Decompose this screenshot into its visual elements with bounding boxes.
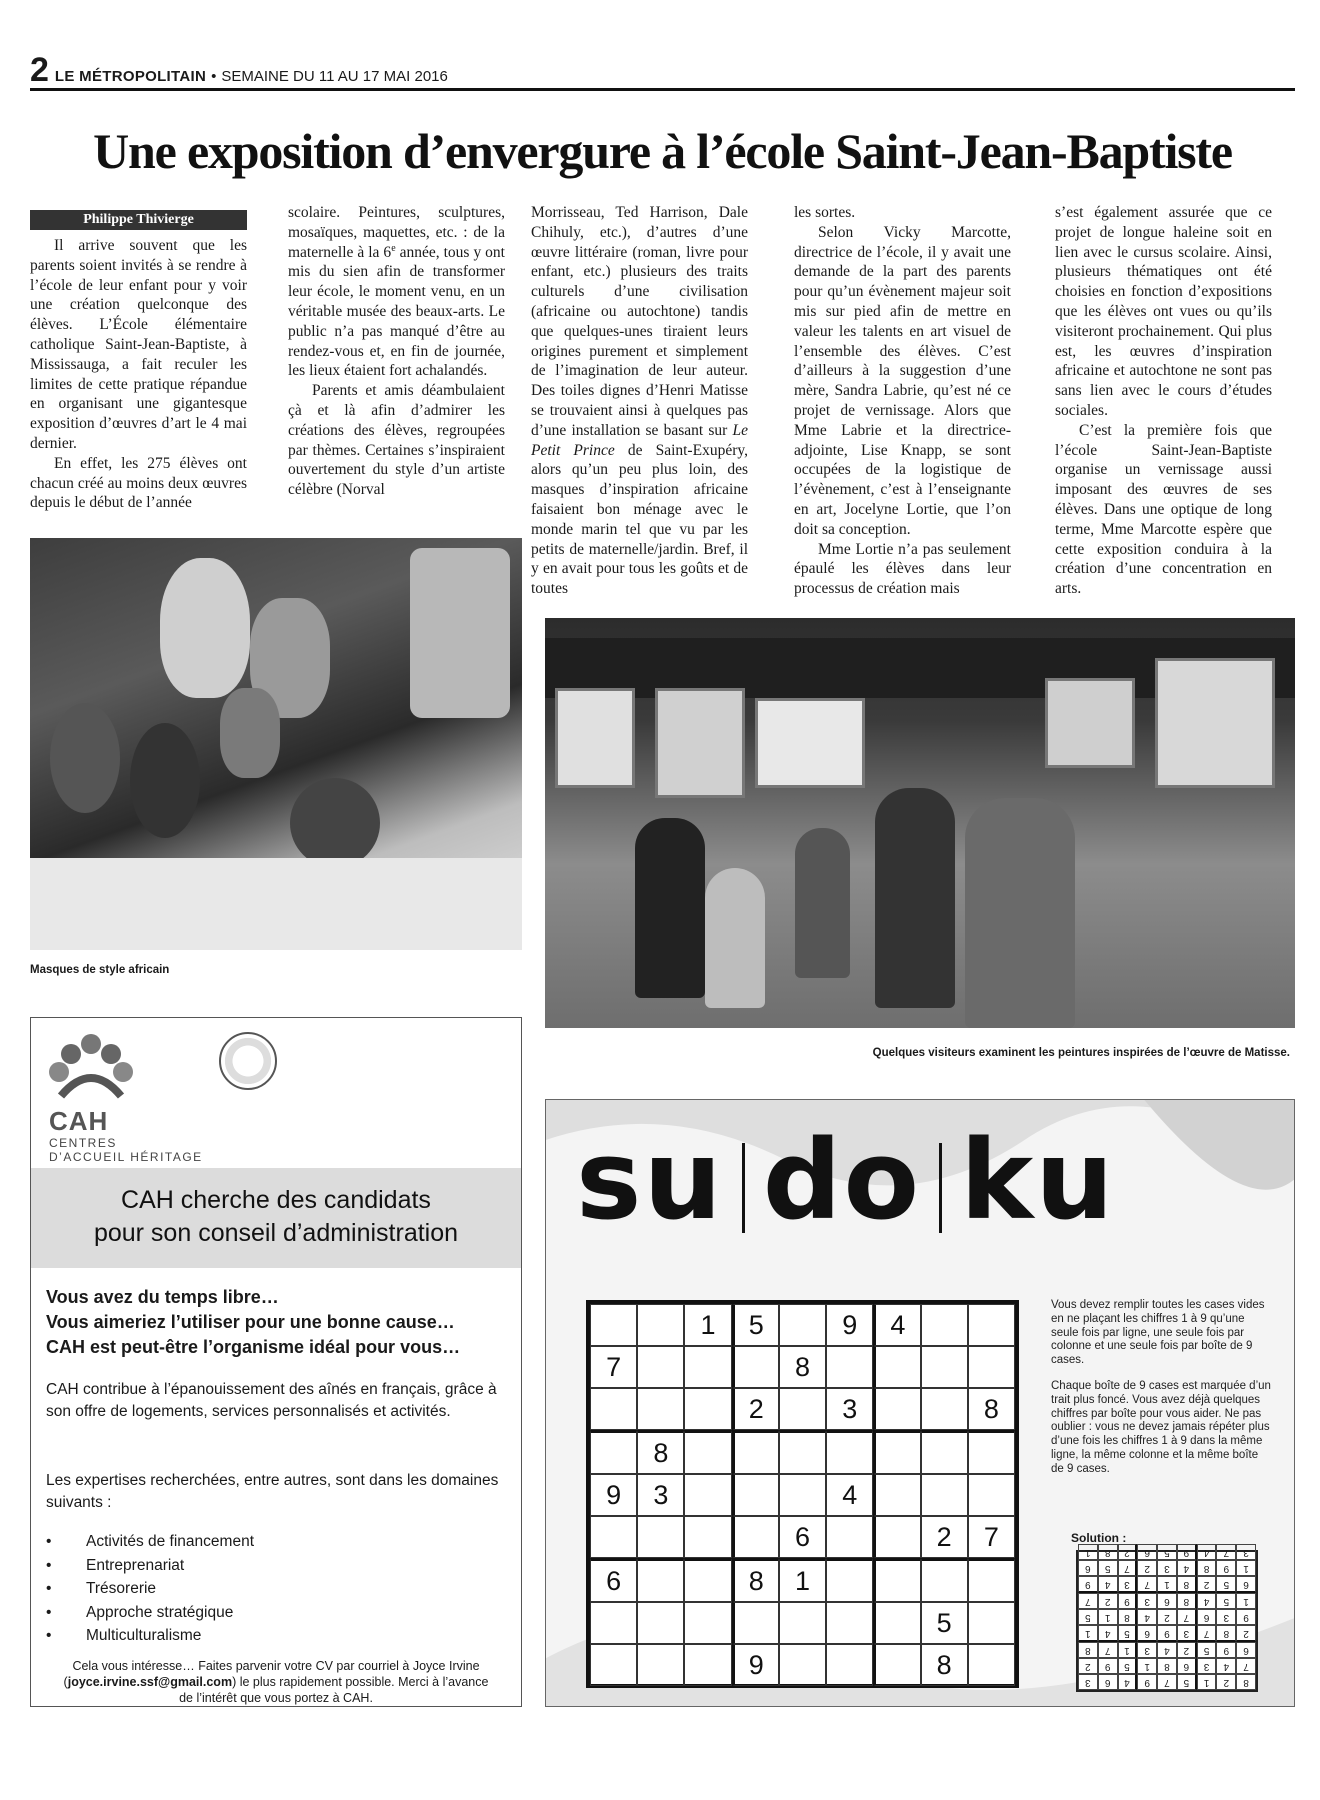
page-number: 2 [30,51,49,89]
sudoku-cell: 9 [826,1304,873,1346]
sudoku-cell [921,1346,968,1388]
sudoku-cell [968,1346,1015,1388]
sudoku-cell [590,1430,637,1474]
solution-cell: 9 [1137,1674,1157,1690]
solution-cell: 1 [1197,1674,1217,1690]
sudoku-cell: 2 [732,1388,779,1430]
sudoku-cell [779,1644,826,1686]
sudoku-cell: 3 [637,1474,684,1516]
issue-date: SEMAINE DU 11 AU 17 MAI 2016 [221,68,448,85]
solution-cell: 4 [1197,1593,1217,1609]
solution-cell: 9 [1118,1593,1138,1609]
list-item: • Multiculturalisme [46,1624,506,1648]
sudoku-cell [637,1388,684,1430]
table-cloth [30,858,522,950]
solution-cell: 6 [1236,1642,1256,1658]
lead-line: Vous avez du temps libre… [46,1287,279,1307]
solution-cell: 7 [1137,1576,1157,1593]
text-run: année, tous y ont mis du sien afin de transformer leur école, le moment venu, en un véritable musée des beaux-arts. Le public n’a pas manqué d’être au rendez-vous et, en fin de journée, les lieux étaient fort achalandés. [288,243,505,380]
sudoku-cell [590,1602,637,1644]
sudoku-cell [779,1304,826,1346]
solution-cell: 5 [1197,1642,1217,1658]
sudoku-cell [968,1558,1015,1602]
paragraph: Mme Lortie n’a pas seulement épaulé les élèves dans leur processus de création mais [794,540,1011,598]
sudoku-cell: 1 [684,1304,731,1346]
superscript: e [391,242,396,254]
article-column-5 [1055,203,1272,599]
sudoku-cell [921,1558,968,1602]
sudoku-grid [586,1300,1019,1688]
visitor-figure [705,868,765,1008]
sudoku-cell: 8 [968,1388,1015,1430]
sudoku-cell [968,1304,1015,1346]
sudoku-cell: 2 [921,1516,968,1558]
byline: Philippe Thivierge [30,210,247,230]
sudoku-cell [637,1346,684,1388]
solution-cell: 4 [1216,1658,1236,1674]
visitor-figure [875,788,955,1008]
painting-panel [1155,658,1275,788]
solution-cell: 1 [1118,1642,1138,1658]
mask-shape [50,703,120,813]
logo-sub-line: D’ACCUEIL HÉRITAGE [49,1150,203,1164]
solution-cell: 9 [1216,1642,1236,1658]
solution-cell: 6 [1137,1544,1157,1560]
sudoku-cell [684,1602,731,1644]
solution-cell: 3 [1137,1593,1157,1609]
sudoku-cell [732,1430,779,1474]
sudoku-cell [826,1558,873,1602]
sudoku-cell [826,1644,873,1686]
solution-cell: 4 [1118,1674,1138,1690]
sudoku-cell: 7 [590,1346,637,1388]
title-divider [939,1143,942,1233]
sudoku-cell [921,1430,968,1474]
solution-cell: 1 [1078,1544,1098,1560]
solution-cell: 6 [1197,1609,1217,1625]
solution-cell: 4 [1197,1544,1217,1560]
title-part: do [762,1116,922,1244]
solution-cell: 7 [1216,1544,1236,1560]
sudoku-cell [732,1516,779,1558]
sudoku-cell: 9 [732,1644,779,1686]
text-run: scolaire. Peintures, sculptures, mosaïques, maquettes, etc. : de la maternelle à la 6 [288,204,505,261]
paragraph: En effet, les 275 élèves ont chacun créé au moins deux œuvres depuis le début de l’année [30,454,247,512]
sudoku-cell: 1 [779,1558,826,1602]
sudoku-cell: 8 [637,1430,684,1474]
solution-cell: 3 [1137,1642,1157,1658]
solution-cell: 9 [1157,1625,1177,1642]
article-column-3 [531,203,748,599]
solution-cell: 8 [1118,1609,1138,1625]
paragraph: Il arrive souvent que les parents soient invités à se rendre à l’école de leur enfant pour y voir une création quelconque des élèves. L’École élémentaire catholique Saint-Jean-Baptiste, à Mississauga, a fait reculer les limites de cette pratique répandue en organisant une gigantesque exposition d’œuvres d’art le 4 mai dernier. [30,237,247,452]
solution-cell: 3 [1078,1674,1098,1690]
solution-cell: 2 [1137,1560,1157,1576]
sudoku-cell: 5 [921,1602,968,1644]
solution-cell: 2 [1078,1658,1098,1674]
cah-logo-subtitle [49,1136,203,1164]
solution-cell: 6 [1236,1576,1256,1593]
solution-cell: 1 [1098,1609,1118,1625]
solution-cell: 6 [1157,1593,1177,1609]
sudoku-panel [545,1099,1295,1707]
article-headline: Une exposition d’envergure à l’école Saint-Jean-Baptiste [93,123,1232,179]
solution-cell: 4 [1137,1609,1157,1625]
solution-cell: 2 [1118,1544,1138,1560]
sudoku-cell [637,1304,684,1346]
solution-label: Solution : [1071,1531,1127,1545]
expertise-list [46,1530,506,1648]
solution-cell: 5 [1118,1658,1138,1674]
sudoku-cell [921,1474,968,1516]
sudoku-cell: 4 [873,1304,920,1346]
accreditation-seal-icon [219,1032,277,1090]
solution-cell: 3 [1118,1576,1138,1593]
sudoku-cell: 8 [779,1346,826,1388]
list-item: • Entreprenariat [46,1554,506,1578]
solution-cell: 4 [1098,1576,1118,1593]
logo-sub-line: CENTRES [49,1136,117,1150]
solution-cell: 7 [1157,1674,1177,1690]
title-part: su [576,1116,724,1244]
solution-cell: 9 [1098,1658,1118,1674]
painting-panel [555,688,635,788]
sudoku-cell [684,1388,731,1430]
sudoku-cell [968,1430,1015,1474]
sudoku-cell [732,1474,779,1516]
mask-shape [410,548,510,718]
sudoku-cell: 8 [732,1558,779,1602]
ad-body-1: CAH contribue à l’épanouissement des aînés en français, grâce à son offre de logements, services personnalisés et activités. [46,1381,497,1420]
sudoku-cell: 6 [779,1516,826,1558]
list-item: • Activités de financement [46,1530,506,1554]
list-item: • Trésorerie [46,1577,506,1601]
sudoku-cell [590,1516,637,1558]
sudoku-cell [873,1388,920,1430]
ad-lead [46,1285,511,1360]
instruction-paragraph: Chaque boîte de 9 cases est marquée d’un trait plus foncé. Vous avez déjà quelques chiffres par boîte pour vous aider. Ne pas oublier : vous ne devez jamais répéter plus d’une fois les chiffres 1 à 9 dans la même ligne, la même colonne et la même boîte de 9 cases. [1051,1379,1271,1475]
mask-shape [130,723,200,838]
solution-cell: 7 [1078,1593,1098,1609]
book-title: Le Petit Prince [531,421,748,459]
solution-cell: 8 [1177,1576,1197,1593]
text-run: Morrisseau, Ted Harrison, Dale Chihuly, etc.), d’autres d’une œuvre littéraire (roman, livre pour enfant, etc.) plusieurs des traits culturels d’une civilisation (africaine ou autochtone) tandis que quelques-unes tiraient leurs origines purement et simplement de l’imagination de leur auteur. Des toiles dignes d’Henri Matisse se trouvaient ainsi à quelques pas d’une installation se basant sur [531,204,748,439]
sudoku-cell [684,1430,731,1474]
instruction-paragraph: Vous devez remplir toutes les cases vides en ne plaçant les chiffres 1 à 9 qu’une seule fois par ligne, une seule fois par colonne et une seule fois par boîte de 9 cases. [1051,1299,1265,1367]
solution-cell: 6 [1177,1658,1197,1674]
sudoku-title [576,1116,1116,1244]
masks-photo [30,538,522,950]
solution-cell: 8 [1197,1560,1217,1576]
paragraph: Selon Vicky Marcotte, directrice de l’école, il y avait une demande de la part des parents pour qu’un évènement majeur soit mis sur pied afin de mettre en valeur les talents en art visuel de l’ensemble des élèves. C’est d’ailleurs à la suggestion d’une mère, Sandra Labrie, qu’est né ce projet de vernissage. Alors que Mme Labrie et la directrice-adjointe, Lise Knapp, se sont occupées de la logistique de l’évènement, c’est à l’enseignante en art, Jocelyne Lortie, que l’on doit sa conception. [794,223,1011,538]
sudoku-cell [732,1346,779,1388]
title-divider [742,1143,745,1233]
solution-cell: 2 [1236,1625,1256,1642]
solution-cell: 7 [1177,1609,1197,1625]
visitors-photo [545,618,1295,1028]
paragraph: les sortes. [794,204,856,221]
lead-line: Vous aimeriez l’utiliser pour une bonne cause… [46,1312,455,1332]
solution-cell: 6 [1078,1560,1098,1576]
sudoku-cell [779,1474,826,1516]
sudoku-cell [732,1602,779,1644]
sudoku-cell [921,1388,968,1430]
sudoku-cell [873,1346,920,1388]
solution-cell: 5 [1177,1674,1197,1690]
photo-caption-visitors: Quelques visiteurs examinent les peintures inspirées de l’œuvre de Matisse. [872,1047,1290,1059]
solution-cell: 2 [1157,1609,1177,1625]
solution-cell: 6 [1137,1625,1157,1642]
paragraph: C’est la première fois que l’école Saint-Jean-Baptiste organise un vernissage aussi imposant des œuvres de ses élèves. Dans une optique de long terme, Mme Marcotte espère que cette exposition conduira à la création d’une concentration en arts. [1055,421,1272,598]
sudoku-cell [637,1558,684,1602]
solution-cell: 5 [1157,1544,1177,1560]
sudoku-cell [873,1558,920,1602]
sudoku-cell [590,1644,637,1686]
solution-cell: 4 [1157,1642,1177,1658]
solution-cell: 9 [1177,1544,1197,1560]
solution-cell: 5 [1098,1560,1118,1576]
sudoku-cell [826,1516,873,1558]
solution-cell: 9 [1216,1560,1236,1576]
lead-line: CAH est peut-être l’organisme idéal pour vous… [46,1337,461,1357]
solution-cell: 4 [1098,1625,1118,1642]
sudoku-cell [779,1602,826,1644]
solution-cell: 2 [1177,1642,1197,1658]
solution-cell: 1 [1236,1560,1256,1576]
sudoku-cell [873,1602,920,1644]
solution-cell: 7 [1118,1560,1138,1576]
ad-banner [31,1168,521,1268]
solution-cell: 7 [1098,1642,1118,1658]
solution-cell: 5 [1078,1609,1098,1625]
sudoku-cell [590,1388,637,1430]
sudoku-cell [637,1602,684,1644]
solution-cell: 1 [1137,1658,1157,1674]
sudoku-cell [684,1644,731,1686]
solution-cell: 8 [1157,1658,1177,1674]
solution-cell: 9 [1236,1609,1256,1625]
sudoku-cell [590,1304,637,1346]
sudoku-cell [968,1602,1015,1644]
sudoku-cell [684,1558,731,1602]
solution-cell: 8 [1177,1593,1197,1609]
paragraph: s’est également assurée que ce projet de longue haleine soit en lien avec le cursus scolaire. Ainsi, plusieurs thématiques ont été choisies en fonction d’expositions que les élèves ont vues ou qu’ils visiteront prochainement. Qui plus est, les œuvres d’inspiration africaine et autochtone ne sont pas sans lien avec le cours d’études sociales. [1055,204,1272,419]
sudoku-cell [921,1304,968,1346]
photo-caption-masks: Masques de style africain [30,964,170,976]
sudoku-cell: 3 [826,1388,873,1430]
solution-cell: 3 [1236,1544,1256,1560]
contact-email: joyce.irvine.ssf@gmail.com [67,1675,233,1689]
solution-cell: 2 [1216,1674,1236,1690]
sudoku-cell [826,1602,873,1644]
sudoku-cell [637,1516,684,1558]
solution-cell: 6 [1098,1674,1118,1690]
banner-line: pour son conseil d’administration [93,1219,459,1247]
folio-bar [30,51,1295,91]
text-run: ) le plus rapidement possible. Merci à l’avance de l’intérêt que vous portez à CAH. [179,1675,489,1705]
text-run: de Saint-Exupéry, alors qu’un peu plus loin, des masques d’inspiration africaine faisaient bon ménage avec le monde marin tel que vu par les petits de maternelle/jardin. Bref, il y en avait pour tous les goûts et de toutes [531,441,748,598]
sudoku-cell: 6 [590,1558,637,1602]
sudoku-cell: 4 [826,1474,873,1516]
sudoku-cell [779,1388,826,1430]
solution-cell: 4 [1177,1560,1197,1576]
sudoku-cell [826,1346,873,1388]
mask-shape [220,688,280,778]
paragraph [531,203,748,599]
solution-cell: 5 [1118,1625,1138,1642]
cah-logo-text: CAH [49,1106,109,1136]
solution-cell: 7 [1197,1625,1217,1642]
article-column-1 [30,236,247,513]
mask-shape [290,778,380,868]
visitor-figure [635,818,705,998]
sudoku-cell [968,1474,1015,1516]
text-run: Cela vous intéresse… Faites parvenir votre CV par courriel à Joyce Irvine ( [63,1659,480,1689]
sudoku-cell [637,1644,684,1686]
solution-cell: 1 [1236,1593,1256,1609]
ad-footer [61,1658,491,1706]
solution-cell: 2 [1197,1576,1217,1593]
visitor-figure [965,798,1075,1028]
solution-cell: 3 [1177,1625,1197,1642]
sudoku-cell [873,1430,920,1474]
solution-cell: 2 [1098,1593,1118,1609]
mask-shape [160,558,250,698]
ad-body-2: Les expertises recherchées, entre autres, sont dans les domaines suivants : [46,1472,499,1511]
sudoku-cell: 8 [921,1644,968,1686]
sudoku-instructions [1051,1299,1273,1489]
cah-advertisement [30,1017,522,1707]
newspaper-name: LE MÉTROPOLITAIN [54,68,207,85]
article-column-4 [794,203,1011,599]
solution-cell: 3 [1197,1658,1217,1674]
cah-logo-icon [41,1030,141,1102]
painting-panel [655,688,745,798]
sudoku-cell [684,1516,731,1558]
sudoku-cell: 5 [732,1304,779,1346]
solution-cell: 9 [1078,1576,1098,1593]
paragraph [288,203,505,381]
sudoku-cell [873,1474,920,1516]
solution-cell: 8 [1236,1674,1256,1690]
solution-cell: 8 [1216,1625,1236,1642]
sudoku-cell [684,1346,731,1388]
sudoku-cell [779,1430,826,1474]
solution-cell: 1 [1157,1576,1177,1593]
sudoku-cell [968,1644,1015,1686]
solution-cell: 1 [1078,1625,1098,1642]
banner-line: CAH cherche des candidats [121,1186,431,1214]
article-column-2 [288,203,505,500]
sudoku-cell [873,1516,920,1558]
painting-panel [755,698,865,788]
sudoku-cell [826,1430,873,1474]
solution-cell: 5 [1216,1593,1236,1609]
sudoku-cell [873,1644,920,1686]
solution-cell: 3 [1157,1560,1177,1576]
painting-panel [1045,678,1135,768]
sudoku-cell [684,1474,731,1516]
solution-cell: 5 [1216,1576,1236,1593]
list-item: • Approche stratégique [46,1601,506,1625]
solution-cell: 8 [1098,1544,1118,1560]
sudoku-cell: 7 [968,1516,1015,1558]
solution-grid [1076,1547,1258,1692]
title-part: ku [960,1116,1116,1244]
paragraph: Parents et amis déambulaient çà et là afin d’admirer les créations des élèves, regroupées par thèmes. Certaines s’inspiraient ouvertement du style d’un artiste célèbre (Norval [288,382,505,499]
folio-separator: • [211,68,217,85]
solution-cell: 7 [1236,1658,1256,1674]
solution-cell: 3 [1216,1609,1236,1625]
solution-cell: 8 [1078,1642,1098,1658]
visitor-figure [795,828,850,978]
sudoku-cell: 9 [590,1474,637,1516]
